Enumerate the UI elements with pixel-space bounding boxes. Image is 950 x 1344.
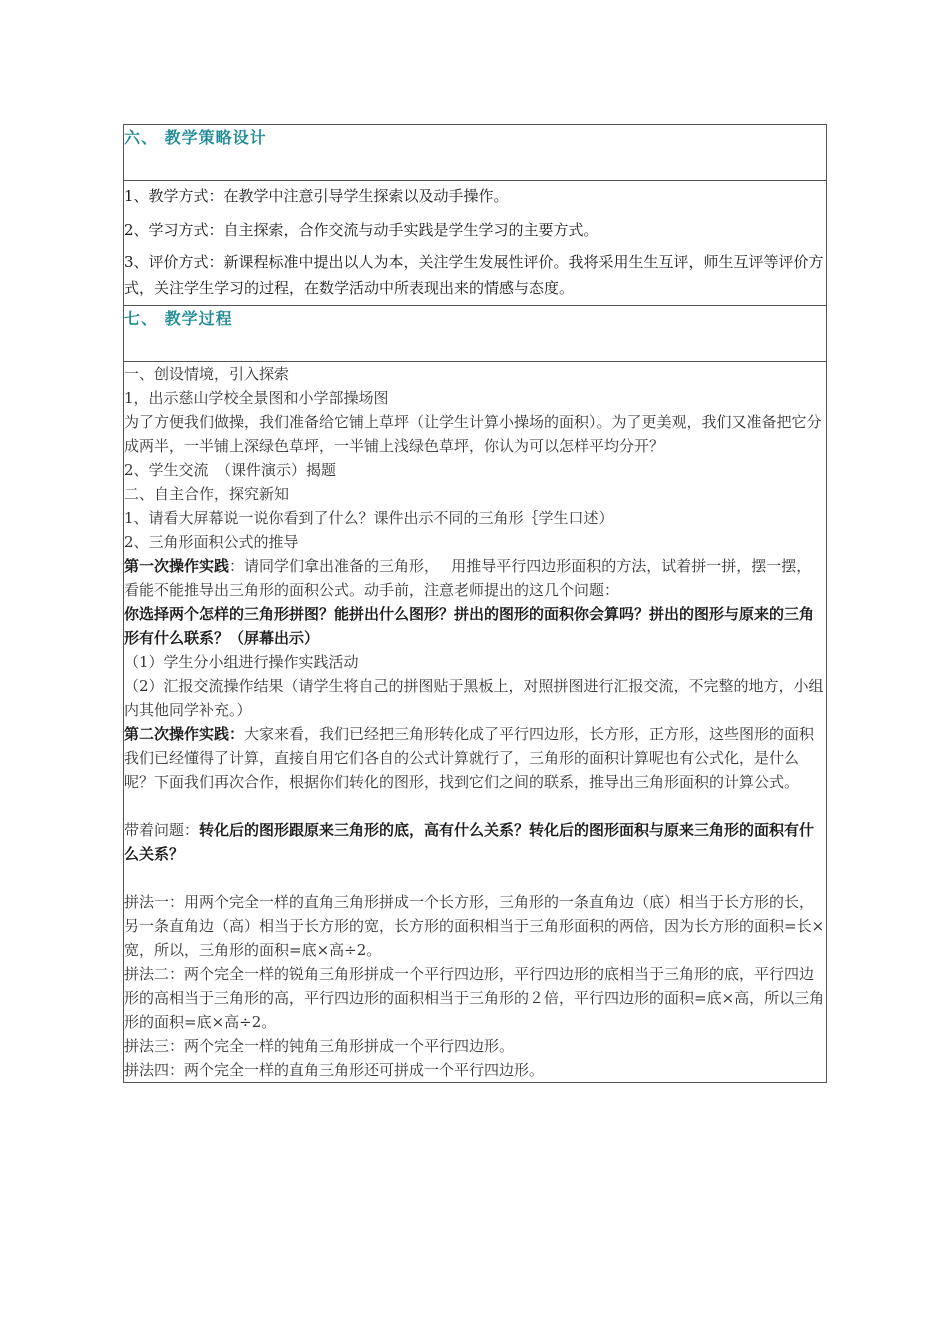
section-seven-body xyxy=(124,362,827,1083)
guiding-questions: 你选择两个怎样的三角形拼图？能拼出什么图形？拼出的图形的面积你会算吗？拼出的图形与原来的三角形有什么联系？（屏幕出示） xyxy=(124,605,815,647)
operation-two xyxy=(124,722,826,794)
operation-one-label: 第一次操作实践 xyxy=(124,557,230,575)
process-line: 1，出示慈山学校全景图和小学部操场图 xyxy=(124,389,389,407)
process-paragraph: 为了方便我们做操，我们准备给它铺上草坪（让学生计算小操场的面积）。为了更美观，我们又准备把它分成两半，一半铺上深绿色草坪，一半铺上浅绿色草坪，你认为可以怎样平均分开？ xyxy=(124,413,822,455)
method-four: 拼法四：两个完全一样的直角三角形还可拼成一个平行四边形。 xyxy=(124,1061,545,1079)
blank-line xyxy=(124,866,826,890)
lesson-plan-table xyxy=(123,124,827,1083)
strategy-item-teaching: 1、教学方式：在教学中注意引导学生探索以及动手操作。 xyxy=(124,187,509,205)
operation-two-text: 大家来看，我们已经把三角形转化成了平行四边形，长方形，正方形，这些图形的面积我们已经懂得了计算，直接自用它们各自的公式计算就行了，三角形的面积计算呢也有公式化，是什么呢？下面我们再次合作，根据你们转化的图形，找到它们之间的联系，推导出三角形面积的计算公式。 xyxy=(124,725,815,791)
section-six-body xyxy=(124,181,827,306)
strategy-item-learning: 2、学习方式：自主探索，合作交流与动手实践是学生学习的主要方式。 xyxy=(124,221,599,239)
operation-two-label: 第二次操作实践： xyxy=(124,725,245,743)
strategy-item-evaluation: 3、评价方式：新课程标准中提出以人为本，关注学生发展性评价。我将采用生生互评，师生互评等评价方式，关注学生学习的过程，在数学活动中所表现出来的情感与态度。 xyxy=(124,253,824,297)
process-line: 1、请看大屏幕说一说你看到了什么？课件出示不同的三角形｛学生口述） xyxy=(124,509,614,527)
question-two xyxy=(124,818,826,866)
blank-line xyxy=(124,794,826,818)
section-six-heading: 六、 教学策略设计 xyxy=(124,125,827,181)
process-line: 2、学生交流 （课件演示）揭题 xyxy=(124,461,337,479)
process-line: 二、自主合作，探究新知 xyxy=(124,485,290,503)
method-three: 拼法三：两个完全一样的钝角三角形拼成一个平行四边形。 xyxy=(124,1037,515,1055)
process-line: 一、创设情境，引入探索 xyxy=(124,365,290,383)
method-two: 拼法二：两个完全一样的锐角三角形拼成一个平行四边形，平行四边形的底相当于三角形的底，平行四边形的高相当于三角形的高，平行四边形的面积相当于三角形的２倍，平行四边形的面积=底×高，所以三角形的面积=底×高÷2。 xyxy=(124,965,825,1031)
operation-one-text: ：请同学们拿出准备的三角形， 用推导平行四边形面积的方法，试着拼一拼，摆一摆，看能不能推导出三角形的面积公式。动手前，注意老师提出的这几个问题： xyxy=(124,557,812,599)
question-two-prefix: 带着问题： xyxy=(124,821,200,839)
section-seven-heading: 七、 教学过程 xyxy=(124,306,827,362)
process-paragraph: （2）汇报交流操作结果（请学生将自己的拼图贴于黑板上，对照拼图进行汇报交流，不完整的地方，小组内其他同学补充。） xyxy=(124,677,824,719)
document-page xyxy=(123,124,827,1083)
process-line: 2、三角形面积公式的推导 xyxy=(124,533,299,551)
question-two-bold: 转化后的图形跟原来三角形的底，高有什么关系？转化后的图形面积与原来三角形的面积有什么关系？ xyxy=(124,821,815,863)
method-one: 拼法一：用两个完全一样的直角三角形拼成一个长方形，三角形的一条直角边（底）相当于长方形的长，另一条直角边（高）相当于长方形的宽，长方形的面积相当于三角形面积的两倍，因为长方形的面积=长×宽，所以，三角形的面积=底×高÷2。 xyxy=(124,893,825,959)
process-line: （1）学生分小组进行操作实践活动 xyxy=(124,653,359,671)
operation-one xyxy=(124,554,826,602)
